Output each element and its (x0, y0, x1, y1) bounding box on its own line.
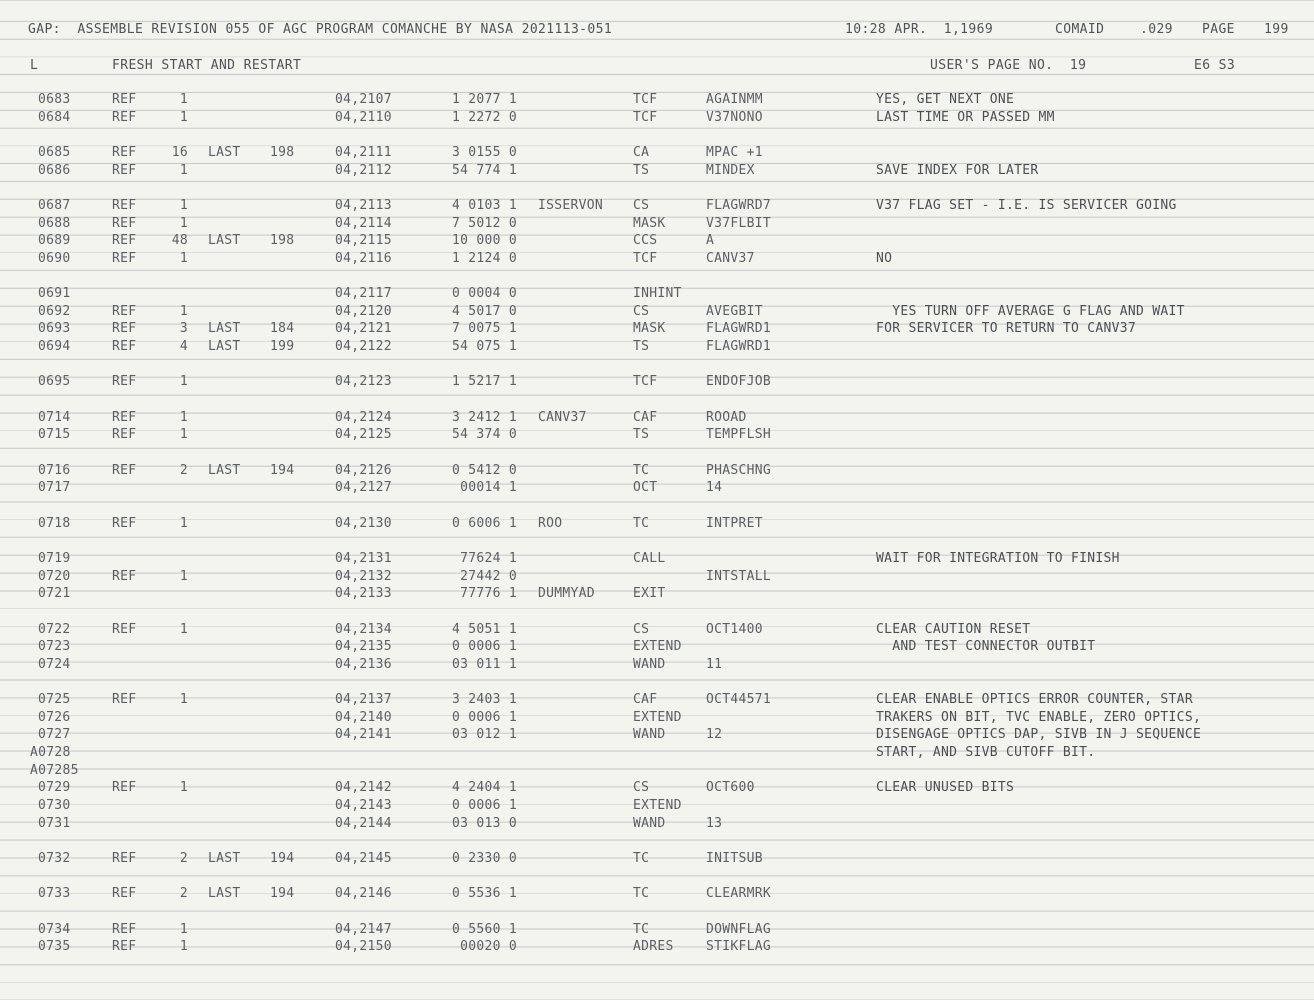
operand: ENDOFJOB (706, 374, 772, 390)
comment: CLEAR ENABLE OPTICS ERROR COUNTER, STAR (876, 692, 1193, 708)
object-code: 0 2330 0 (451, 850, 517, 866)
ref-marker: REF (112, 92, 137, 107)
address: 04,2110 (335, 109, 392, 125)
operand: CLEARMRK (706, 886, 772, 902)
line-number: 0688 (38, 215, 71, 231)
ref-count: 1 (179, 250, 188, 266)
section-mark: L (30, 58, 39, 73)
ref-marker: REF (112, 109, 137, 125)
listing-line (0, 463, 1314, 481)
opcode: TS (633, 162, 650, 178)
ref-count: 2 (179, 850, 188, 866)
ref-count: 1 (179, 568, 188, 584)
address: 04,2123 (335, 374, 392, 390)
symbol-label: CANV37 (538, 409, 587, 425)
opcode: CA (633, 144, 650, 160)
line-number: 0717 (38, 480, 71, 496)
object-code: 77624 1 (460, 550, 517, 566)
listing-line (0, 216, 1314, 234)
object-code: 4 5051 1 (451, 621, 517, 637)
listing-line (0, 110, 1314, 128)
address: 04,2124 (335, 409, 392, 425)
listing-line (0, 233, 1314, 251)
listing-line (0, 816, 1314, 834)
address: 04,2112 (335, 162, 392, 178)
listing-line (0, 427, 1314, 445)
listing-line (0, 198, 1314, 216)
address: 04,2127 (335, 480, 392, 496)
listing-line (0, 92, 1314, 110)
ref-marker: REF (112, 568, 137, 584)
line-number: 0690 (38, 250, 71, 266)
line-number: 0726 (38, 709, 71, 725)
ref-count: 2 (179, 886, 188, 902)
operand: V37FLBIT (706, 215, 772, 231)
comment: YES TURN OFF AVERAGE G FLAG AND WAIT (876, 303, 1185, 319)
opcode: CALL (633, 550, 666, 566)
assembly-date: 10:28 APR. 1,1969 (845, 22, 994, 37)
object-code: 00020 0 (460, 939, 517, 955)
ref-marker: REF (112, 233, 137, 249)
operand: FLAGWRD1 (706, 339, 772, 355)
line-number: 0695 (38, 374, 71, 390)
address: 04,2113 (335, 197, 392, 213)
operand: OCT44571 (706, 692, 772, 708)
listing-line (0, 516, 1314, 534)
ref-marker: REF (112, 427, 137, 443)
operand: CANV37 (706, 250, 755, 266)
operand: MPAC +1 (706, 144, 763, 160)
listing-line (0, 710, 1314, 728)
operand: FLAGWRD7 (706, 197, 772, 213)
line-number: 0716 (38, 462, 71, 478)
line-number: 0692 (38, 303, 71, 319)
listing-line (0, 886, 1314, 904)
operand: MINDEX (706, 162, 755, 178)
address: 04,2133 (335, 586, 392, 602)
object-code: 03 012 1 (451, 727, 517, 743)
opcode: CAF (633, 692, 658, 708)
ref-count: 1 (179, 92, 188, 107)
ref-count: 1 (179, 409, 188, 425)
page-number: 199 (1264, 22, 1289, 37)
line-number: 0725 (38, 692, 71, 708)
listing-line (0, 551, 1314, 569)
operand: V37NONO (706, 109, 763, 125)
opcode: INHINT (633, 286, 682, 302)
comment: AND TEST CONNECTOR OUTBIT (876, 639, 1096, 655)
listing-line (0, 586, 1314, 604)
ref-marker: REF (112, 692, 137, 708)
operand: DOWNFLAG (706, 921, 772, 937)
opcode: EXTEND (633, 709, 682, 725)
line-number: 0720 (38, 568, 71, 584)
line-number: A07285 (30, 762, 79, 778)
listing-line (0, 939, 1314, 957)
object-code: 4 0103 1 (451, 197, 517, 213)
line-number: 0727 (38, 727, 71, 743)
opcode: CAF (633, 409, 658, 425)
users-page-number: USER'S PAGE NO. 19 (930, 58, 1087, 73)
line-number: 0732 (38, 850, 71, 866)
operand: OCT600 (706, 780, 755, 796)
ref-count: 1 (179, 692, 188, 708)
ref-count: 1 (179, 162, 188, 178)
listing-line (0, 798, 1314, 816)
opcode: TS (633, 427, 650, 443)
opcode: TCF (633, 92, 658, 107)
listing-line (0, 657, 1314, 675)
listing-line (0, 410, 1314, 428)
ref-marker: REF (112, 921, 137, 937)
section-code: E6 S3 (1194, 58, 1236, 73)
address: 04,2134 (335, 621, 392, 637)
comment: START, AND SIVB CUTOFF BIT. (876, 745, 1096, 761)
object-code: 0 0006 1 (451, 709, 517, 725)
comment: FOR SERVICER TO RETURN TO CANV37 (876, 321, 1137, 337)
ref-marker: REF (112, 321, 137, 337)
opcode: WAND (633, 727, 666, 743)
operand: INITSUB (706, 850, 763, 866)
object-code: 27442 0 (460, 568, 517, 584)
address: 04,2146 (335, 886, 392, 902)
object-code: 3 0155 0 (451, 144, 517, 160)
object-code: 0 5536 1 (451, 886, 517, 902)
address: 04,2142 (335, 780, 392, 796)
symbol-label: DUMMYAD (538, 586, 595, 602)
revision-code: .029 (1140, 22, 1173, 37)
object-code: 3 2412 1 (451, 409, 517, 425)
ref-marker: REF (112, 250, 137, 266)
listing-line (0, 286, 1314, 304)
object-code: 0 5412 0 (451, 462, 517, 478)
operand: TEMPFLSH (706, 427, 772, 443)
ref-marker: REF (112, 780, 137, 796)
line-number: 0691 (38, 286, 71, 302)
last-marker: LAST (208, 850, 241, 866)
line-number: 0731 (38, 815, 71, 831)
address: 04,2132 (335, 568, 392, 584)
opcode: TC (633, 886, 650, 902)
opcode: TC (633, 850, 650, 866)
listing-header (0, 22, 1314, 42)
address: 04,2145 (335, 850, 392, 866)
listing-line (0, 339, 1314, 357)
address: 04,2140 (335, 709, 392, 725)
line-number: 0684 (38, 109, 71, 125)
address: 04,2135 (335, 639, 392, 655)
last-marker: LAST (208, 462, 241, 478)
opcode: EXTEND (633, 639, 682, 655)
ref-count: 1 (179, 197, 188, 213)
listing-line (0, 480, 1314, 498)
address: 04,2125 (335, 427, 392, 443)
address: 04,2126 (335, 462, 392, 478)
listing-line (0, 374, 1314, 392)
ref-marker: REF (112, 144, 137, 160)
address: 04,2143 (335, 798, 392, 813)
object-code: 54 075 1 (451, 339, 517, 355)
address: 04,2150 (335, 939, 392, 955)
line-number: 0734 (38, 921, 71, 937)
address: 04,2122 (335, 339, 392, 355)
opcode: CCS (633, 233, 658, 249)
address: 04,2111 (335, 144, 392, 160)
listing-line (0, 304, 1314, 322)
opcode: OCT (633, 480, 658, 496)
ref-count: 48 (171, 233, 188, 249)
line-number: 0683 (38, 92, 71, 107)
assembly-title: GAP: ASSEMBLE REVISION 055 OF AGC PROGRAM COMANCHE BY NASA 2021113-051 (28, 22, 613, 37)
object-code: 54 774 1 (451, 162, 517, 178)
object-code: 10 000 0 (451, 233, 517, 249)
object-code: 77776 1 (460, 586, 517, 602)
object-code: 4 2404 1 (451, 780, 517, 796)
ref-count: 3 (179, 321, 188, 337)
line-number: 0686 (38, 162, 71, 178)
ref-marker: REF (112, 515, 137, 531)
line-number: 0733 (38, 886, 71, 902)
object-code: 0 0006 1 (451, 798, 517, 813)
last-marker: LAST (208, 339, 241, 355)
ref-marker: REF (112, 303, 137, 319)
listing-line (0, 639, 1314, 657)
object-code: 4 5017 0 (451, 303, 517, 319)
ref-marker: REF (112, 162, 137, 178)
ref-count: 1 (179, 780, 188, 796)
opcode: TC (633, 462, 650, 478)
ref-marker: REF (112, 374, 137, 390)
ref-count: 1 (179, 427, 188, 443)
symbol-label: ROO (538, 515, 563, 531)
opcode: TC (633, 921, 650, 937)
opcode: EXTEND (633, 798, 682, 813)
object-code: 0 0004 0 (451, 286, 517, 302)
comment: TRAKERS ON BIT, TVC ENABLE, ZERO OPTICS, (876, 709, 1202, 725)
ref-count: 1 (179, 303, 188, 319)
comment: NO (876, 250, 893, 266)
listing-line (0, 780, 1314, 798)
listing-line (0, 763, 1314, 781)
line-number: 0723 (38, 639, 71, 655)
opcode: ADRES (633, 939, 674, 955)
opcode: TC (633, 515, 650, 531)
listing-line (0, 163, 1314, 181)
address: 04,2120 (335, 303, 392, 319)
operand: AGAINMM (706, 92, 763, 107)
comment: CLEAR CAUTION RESET (876, 621, 1031, 637)
opcode: WAND (633, 656, 666, 672)
operand: STIKFLAG (706, 939, 772, 955)
page-label: PAGE (1202, 22, 1235, 37)
operand: INTPRET (706, 515, 763, 531)
object-code: 03 013 0 (451, 815, 517, 831)
ref-marker: REF (112, 850, 137, 866)
ref-count: 1 (179, 921, 188, 937)
ref-marker: REF (112, 621, 137, 637)
line-number: 0735 (38, 939, 71, 955)
operand: PHASCHNG (706, 462, 772, 478)
object-code: 03 011 1 (451, 656, 517, 672)
operand: 13 (706, 815, 723, 831)
line-number: 0718 (38, 515, 71, 531)
address: 04,2107 (335, 92, 392, 107)
opcode: CS (633, 303, 650, 319)
comment: LAST TIME OR PASSED MM (876, 109, 1055, 125)
ref-marker: REF (112, 339, 137, 355)
listing-line (0, 922, 1314, 940)
ref-count: 1 (179, 515, 188, 531)
address: 04,2130 (335, 515, 392, 531)
comment: V37 FLAG SET - I.E. IS SERVICER GOING (876, 197, 1177, 213)
last-marker: LAST (208, 886, 241, 902)
opcode: EXIT (633, 586, 666, 602)
object-code: 3 2403 1 (451, 692, 517, 708)
address: 04,2141 (335, 727, 392, 743)
opcode: TCF (633, 374, 658, 390)
last-marker: LAST (208, 233, 241, 249)
line-number: 0722 (38, 621, 71, 637)
line-number: 0729 (38, 780, 71, 796)
ref-count: 1 (179, 374, 188, 390)
line-number: 0724 (38, 656, 71, 672)
listing-line (0, 745, 1314, 763)
listing-line (0, 321, 1314, 339)
line-number: 0689 (38, 233, 71, 249)
opcode: TCF (633, 109, 658, 125)
address: 04,2116 (335, 250, 392, 266)
operand: 11 (706, 656, 723, 672)
opcode: TCF (633, 250, 658, 266)
ref-marker: REF (112, 939, 137, 955)
object-code: 0 5560 1 (451, 921, 517, 937)
last-page: 199 (270, 339, 295, 355)
opcode: MASK (633, 215, 666, 231)
line-number: 0721 (38, 586, 71, 602)
comment: DISENGAGE OPTICS DAP, SIVB IN J SEQUENCE (876, 727, 1202, 743)
ref-count: 1 (179, 109, 188, 125)
last-page: 198 (270, 144, 295, 160)
ref-count: 4 (179, 339, 188, 355)
ref-count: 1 (179, 939, 188, 955)
ref-count: 2 (179, 462, 188, 478)
comment: YES, GET NEXT ONE (876, 92, 1015, 107)
line-number: 0694 (38, 339, 71, 355)
listing-line (0, 145, 1314, 163)
object-code: 0 0006 1 (451, 639, 517, 655)
address: 04,2114 (335, 215, 392, 231)
line-number: 0730 (38, 798, 71, 813)
listing-line (0, 251, 1314, 269)
listing-line (0, 727, 1314, 745)
opcode: CS (633, 621, 650, 637)
object-code: 1 2077 1 (451, 92, 517, 107)
operand: OCT1400 (706, 621, 763, 637)
last-page: 198 (270, 233, 295, 249)
line-number: 0685 (38, 144, 71, 160)
operand: 12 (706, 727, 723, 743)
listing-line (0, 692, 1314, 710)
comment: SAVE INDEX FOR LATER (876, 162, 1039, 178)
last-marker: LAST (208, 144, 241, 160)
ref-count: 1 (179, 621, 188, 637)
opcode: WAND (633, 815, 666, 831)
ref-marker: REF (112, 409, 137, 425)
comment: WAIT FOR INTEGRATION TO FINISH (876, 550, 1120, 566)
address: 04,2117 (335, 286, 392, 302)
last-page: 194 (270, 850, 295, 866)
section-header (0, 58, 1314, 78)
line-number: 0687 (38, 197, 71, 213)
address: 04,2136 (335, 656, 392, 672)
object-code: 00014 1 (460, 480, 517, 496)
listing-line (0, 622, 1314, 640)
ref-marker: REF (112, 462, 137, 478)
last-page: 194 (270, 886, 295, 902)
ref-marker: REF (112, 215, 137, 231)
opcode: MASK (633, 321, 666, 337)
operand: FLAGWRD1 (706, 321, 772, 337)
object-code: 0 6006 1 (451, 515, 517, 531)
last-marker: LAST (208, 321, 241, 337)
ref-marker: REF (112, 886, 137, 902)
line-number: A0728 (30, 745, 71, 761)
opcode: CS (633, 197, 650, 213)
line-number: 0714 (38, 409, 71, 425)
object-code: 1 5217 1 (451, 374, 517, 390)
symbol-label: ISSERVON (538, 197, 604, 213)
object-code: 7 5012 0 (451, 215, 517, 231)
address: 04,2115 (335, 233, 392, 249)
line-number: 0715 (38, 427, 71, 443)
operand: ROOAD (706, 409, 747, 425)
last-page: 184 (270, 321, 295, 337)
section-title: FRESH START AND RESTART (112, 58, 302, 73)
line-number: 0693 (38, 321, 71, 337)
opcode: TS (633, 339, 650, 355)
operand: AVEGBIT (706, 303, 763, 319)
address: 04,2147 (335, 921, 392, 937)
address: 04,2144 (335, 815, 392, 831)
object-code: 1 2272 0 (451, 109, 517, 125)
ref-count: 1 (179, 215, 188, 231)
operand: A (706, 233, 715, 249)
object-code: 7 0075 1 (451, 321, 517, 337)
system-name: COMAID (1055, 22, 1105, 37)
line-number: 0719 (38, 550, 71, 566)
operand: INTSTALL (706, 568, 772, 584)
object-code: 54 374 0 (451, 427, 517, 443)
operand: 14 (706, 480, 723, 496)
ref-marker: REF (112, 197, 137, 213)
address: 04,2131 (335, 550, 392, 566)
listing-line (0, 569, 1314, 587)
object-code: 1 2124 0 (451, 250, 517, 266)
opcode: CS (633, 780, 650, 796)
address: 04,2121 (335, 321, 392, 337)
last-page: 194 (270, 462, 295, 478)
address: 04,2137 (335, 692, 392, 708)
ref-count: 16 (171, 144, 188, 160)
listing-line (0, 851, 1314, 869)
comment: CLEAR UNUSED BITS (876, 780, 1015, 796)
